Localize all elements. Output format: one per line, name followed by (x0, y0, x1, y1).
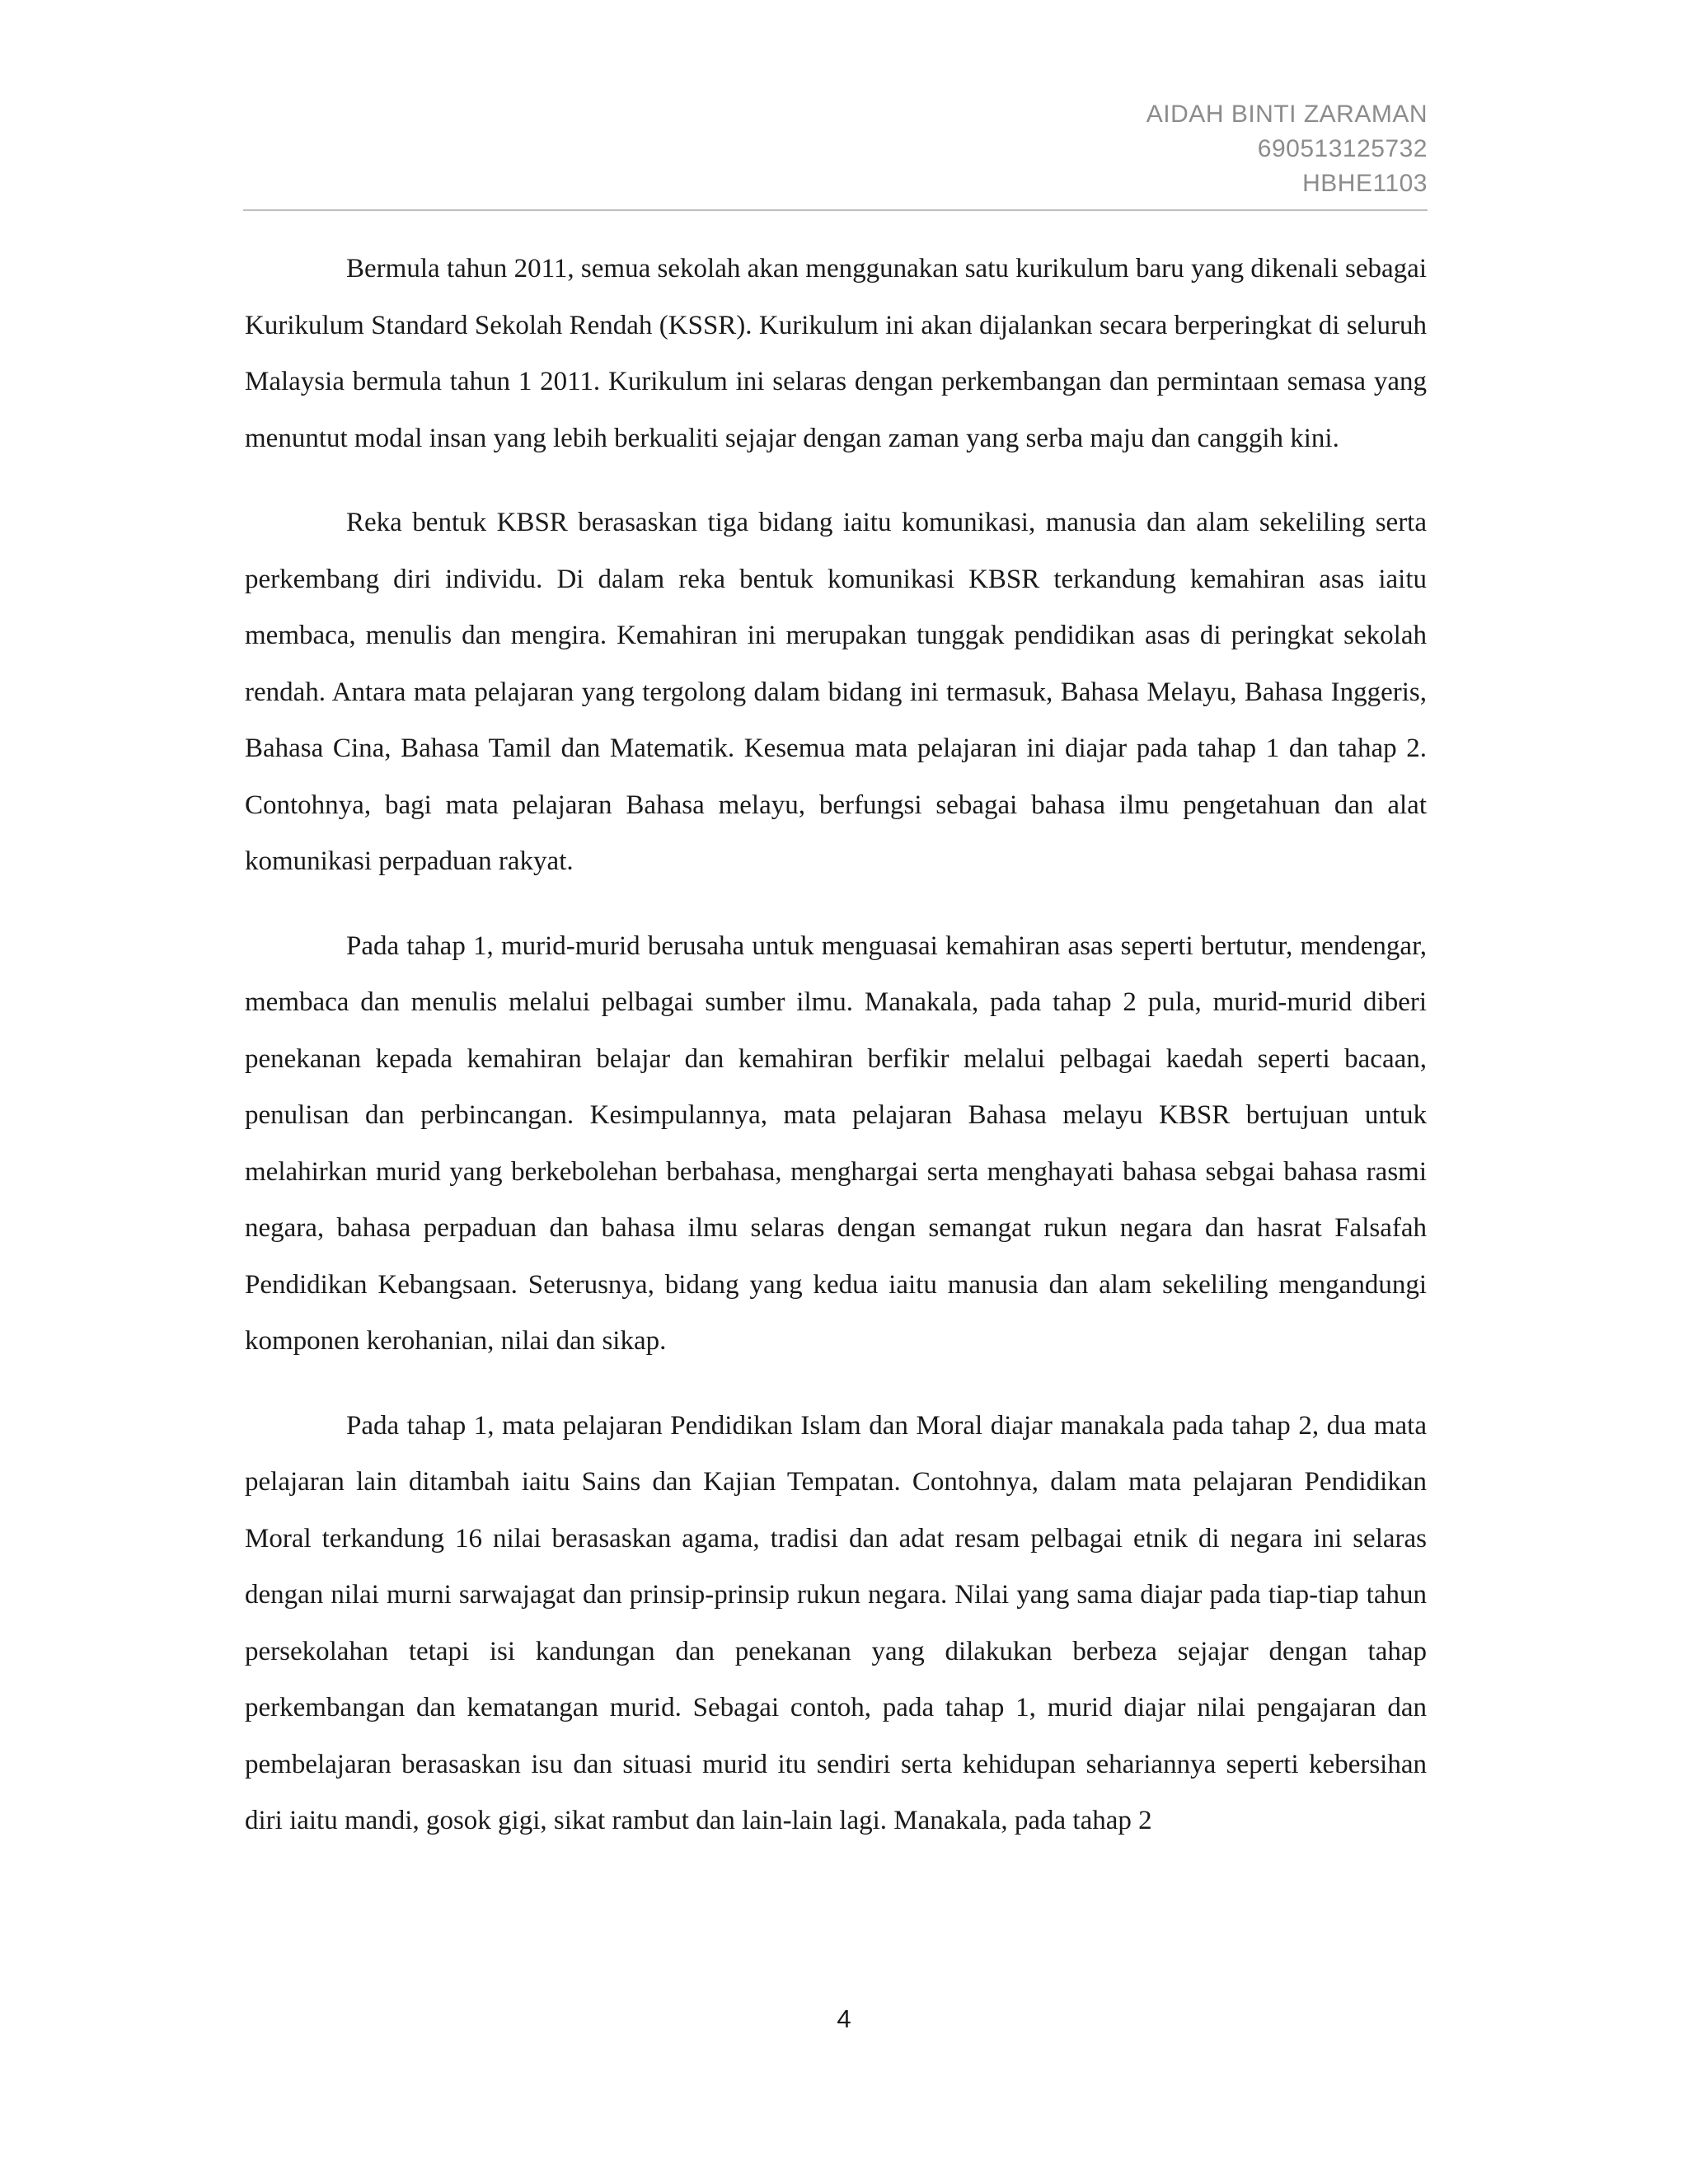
paragraph: Reka bentuk KBSR berasaskan tiga bidang iaitu komunikasi, manusia dan alam sekeliling serta perkembang diri individu. Di dalam reka bentuk komunikasi KBSR terkandung kemahiran asas iaitu membaca, menulis dan mengira. Kemahiran ini merupakan tunggak pendidikan asas di peringkat sekolah rendah. Antara mata pelajaran yang tergolong dalam bidang ini termasuk, Bahasa Melayu, Bahasa Inggeris, Bahasa Cina, Bahasa Tamil dan Matematik. Kesemua mata pelajaran ini diajar pada tahap 1 dan tahap 2. Contohnya, bagi mata pelajaran Bahasa melayu, berfungsi sebagai bahasa ilmu pengetahuan dan alat komunikasi perpaduan rakyat. (245, 508, 1427, 876)
paragraph: Pada tahap 1, mata pelajaran Pendidikan Islam dan Moral diajar manakala pada tahap 2, dua mata pelajaran lain ditambah iaitu Sains dan Kajian Tempatan. Contohnya, dalam mata pelajaran Pendidikan Moral terkandung 16 nilai berasaskan agama, tradisi dan adat resam pelbagai etnik di negara ini selaras dengan nilai murni sarwajagat dan prinsip-prinsip rukun negara. Nilai yang sama diajar pada tiap-tiap tahun persekolahan tetapi isi kandungan dan penekanan yang dilakukan berbeza sejajar dengan tahap perkembangan dan kematangan murid. Sebagai contoh, pada tahap 1, murid diajar nilai pengajaran dan pembelajaran berasaskan isu dan situasi murid itu sendiri serta kehidupan sehariannya seperti kebersihan diri iaitu mandi, gosok gigi, sikat rambut dan lain-lain lagi. Manakala, pada tahap 2 (245, 1410, 1427, 1835)
header-divider (243, 209, 1428, 211)
document-body (245, 241, 1427, 1877)
page-number: 4 (837, 2004, 851, 2033)
header-id-number: 690513125732 (1257, 135, 1428, 162)
paragraph: Pada tahap 1, murid-murid berusaha untuk menguasai kemahiran asas seperti bertutur, mendengar, membaca dan menulis melalui pelbagai sumber ilmu. Manakala, pada tahap 2 pula, murid-murid diberi penekanan kepada kemahiran belajar dan kemahiran berfikir melalui pelbagai kaedah seperti bacaan, penulisan dan perbincangan. Kesimpulannya, mata pelajaran Bahasa melayu KBSR bertujuan untuk melahirkan murid yang berkebolehan berbahasa, menghargai serta menghayati bahasa sebgai bahasa rasmi negara, bahasa perpaduan dan bahasa ilmu selaras dengan semangat rukun negara dan hasrat Falsafah Pendidikan Kebangsaan. Seterusnya, bidang yang kedua iaitu manusia dan alam sekeliling mengandungi komponen kerohanian, nilai dan sikap. (245, 930, 1427, 1356)
header-course-code: HBHE1103 (1302, 170, 1428, 197)
page-header (1146, 97, 1428, 201)
header-author: AIDAH BINTI ZARAMAN (1146, 101, 1428, 128)
paragraph: Bermula tahun 2011, semua sekolah akan menggunakan satu kurikulum baru yang dikenali sebagai Kurikulum Standard Sekolah Rendah (KSSR). Kurikulum ini akan dijalankan secara berperingkat di seluruh Malaysia bermula tahun 1 2011. Kurikulum ini selaras dengan perkembangan dan permintaan semasa yang menuntut modal insan yang lebih berkualiti sejajar dengan zaman yang serba maju dan canggih kini. (245, 254, 1427, 453)
